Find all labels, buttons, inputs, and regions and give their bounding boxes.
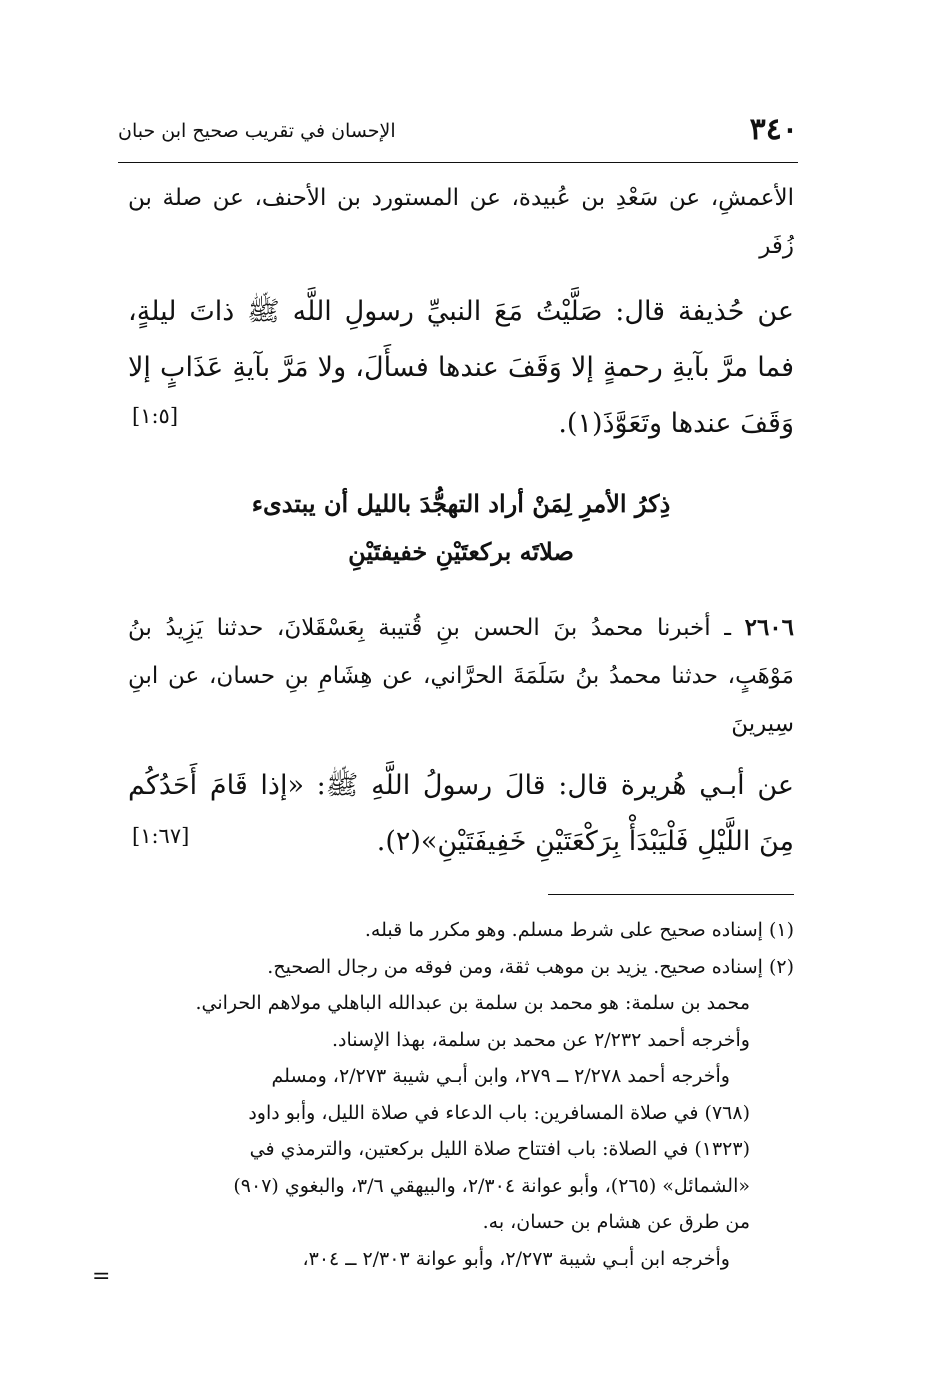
hadith-isnad bbox=[128, 604, 794, 748]
running-title: الإحسان في تقريب صحيح ابن حبان bbox=[118, 120, 396, 142]
chapter-heading-line-1: ذِكرُ الأمرِ لِمَنْ أراد التهجُّدَ بالليل أن يبتدىء bbox=[251, 489, 671, 518]
header-rule bbox=[118, 162, 798, 163]
previous-isnad: الأعمشِ، عن سَعْدِ بن عُبيدة، عن المستورد بن الأحنف، عن صلة بن زُفَر bbox=[128, 185, 794, 259]
continues-mark: = bbox=[92, 1264, 111, 1289]
chapter-heading-line-2: صلاتَه بركعتَيْنِ خفيفتَيْنِ bbox=[348, 537, 574, 566]
page-header bbox=[118, 112, 798, 156]
hadith-number: ٢٦٠٦ bbox=[744, 614, 795, 641]
footnote-line: وأخرجه أحمد ٢/٢٣٢ عن محمد بن سلمة، بهذا الإسناد. bbox=[332, 1028, 750, 1051]
chapter-heading bbox=[128, 480, 794, 576]
footnote-line: وأخرجه أحمد ٢/٢٧٨ ــ ٢٧٩، وابن أبـي شيبة ٢/٢٧٣، ومسلم bbox=[271, 1065, 730, 1087]
hadith-reference: [١:٦٧] bbox=[132, 824, 190, 848]
previous-reference: [١:٥] bbox=[132, 404, 179, 428]
footnote-line: (٢) إسناده صحيح. يزيد بن موهب ثقة، ومن فوقه من رجال الصحيح. bbox=[267, 955, 794, 978]
footnote-rule bbox=[548, 894, 794, 895]
footnote-line: محمد بن سلمة: هو محمد بن سلمة بن عبدالله الباهلي مولاهم الحراني. bbox=[195, 992, 750, 1014]
footnotes bbox=[128, 912, 794, 1277]
footnote-line: من طرق عن هشام بن حسان، به. bbox=[482, 1211, 750, 1233]
footnote-line: (١٣٢٣) في الصلاة: باب افتتاح صلاة الليل بركعتين، والترمذي في bbox=[249, 1138, 750, 1160]
previous-matn: عن حُذيفة قال: صَلَّيْتُ مَعَ النبيِّ رسولِ اللَّه ﷺ ذاتَ ليلةٍ، فما مرَّ بآيةِ رحمةٍ إلا وَقَفَ عندها فسأَلَ، ولا مَرَّ بآيةِ عَذَابٍ إلا وَقَفَ عندها وتَعَوَّذَ(١). bbox=[128, 296, 794, 439]
hadith-matn: عن أبـي هُريرة قال: قالَ رسولُ اللَّهِ ﷺ: «إذا قَامَ أَحَدُكُم مِنَ اللَّيْلِ فَلْيَبْدَأْ بِرَكْعَتَيْنِ خَفِيفَتَيْنِ»(٢). bbox=[128, 770, 794, 857]
footnote-line: وأخرجه ابن أبـي شيبة ٢/٢٧٣، وأبو عوانة ٢/٣٠٣ ــ ٣٠٤، bbox=[302, 1247, 730, 1270]
footnote-line: «الشمائل» (٢٦٥)، وأبو عوانة ٢/٣٠٤، والبيهقي ٣/٦، والبغوي (٩٠٧) bbox=[233, 1174, 750, 1197]
hadith-isnad-text: ـ أخبرنا محمدُ بنَ الحسن بنِ قُتيبة بِعَسْقَلانَ، حدثنا يَزِيدُ بنُ مَوْهَبٍ، حدثنا محمدُ بنُ سَلَمَةَ الحرَّاني، عن هِشَامِ بنِ حسان، عن ابنِ سِيرينَ bbox=[128, 615, 794, 737]
footnote-line: (٧٦٨) في صلاة المسافرين: باب الدعاء في صلاة الليل، وأبو داود bbox=[248, 1101, 750, 1124]
footnote-line: (١) إسناده صحيح على شرط مسلم. وهو مكرر ما قبله. bbox=[364, 919, 794, 941]
page-number: ٣٤٠ bbox=[749, 112, 798, 147]
